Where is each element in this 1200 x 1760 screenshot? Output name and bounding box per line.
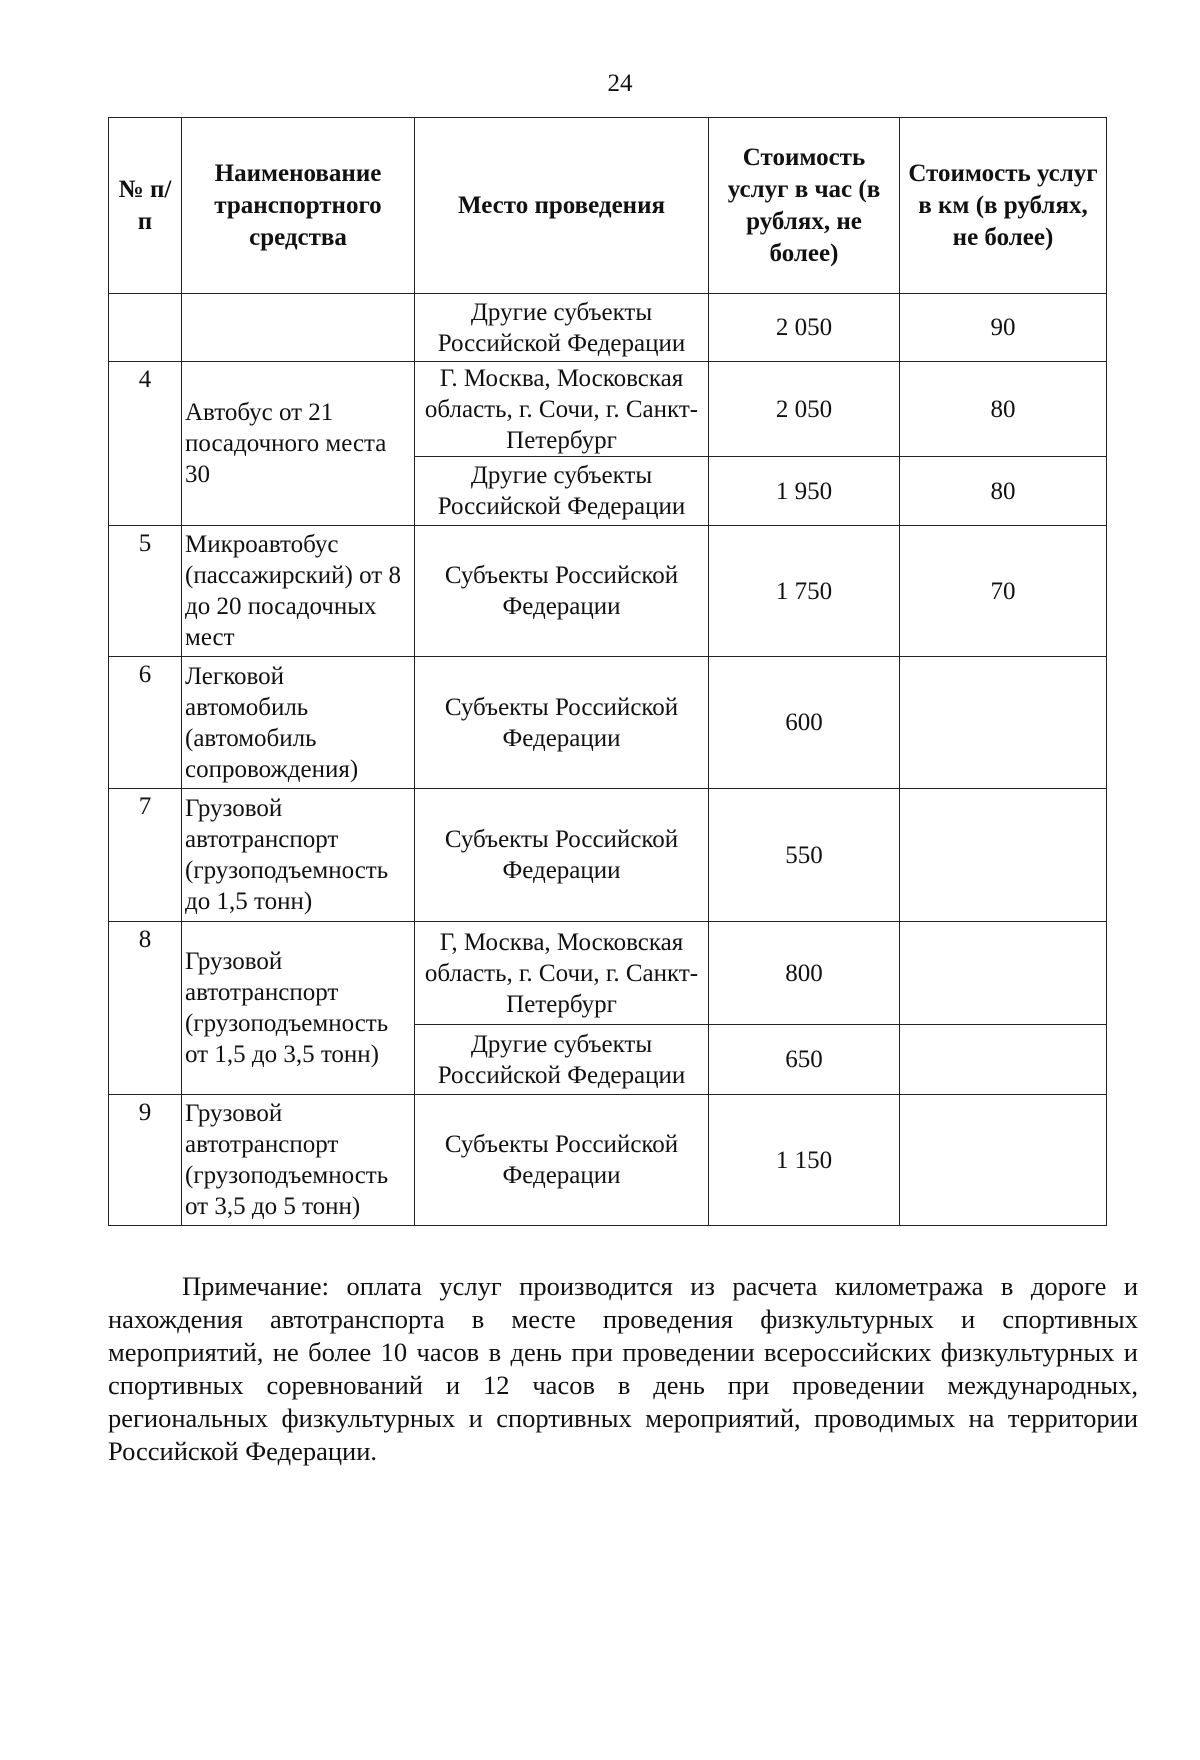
table-row xyxy=(109,362,1107,457)
cell-place: Субъекты Российской Федерации xyxy=(415,1095,709,1226)
table-row xyxy=(109,789,1107,922)
cell-place: Субъекты Российской Федерации xyxy=(415,657,709,789)
table-row xyxy=(109,657,1107,789)
cell-cost-per-km: 80 xyxy=(900,457,1107,526)
cell-place: Субъекты Российской Федерации xyxy=(415,789,709,922)
cell-cost-per-hour: 550 xyxy=(709,789,900,922)
cell-cost-per-km xyxy=(900,789,1107,922)
cell-place: Г. Москва, Московская область, г. Сочи, г. Санкт-Петербург xyxy=(415,362,709,457)
header-cost-per-km: Стоимость услуг в км (в рублях, не более) xyxy=(900,118,1107,294)
table-row xyxy=(109,526,1107,657)
page-number: 24 xyxy=(607,70,633,97)
cell-cost-per-hour: 1 150 xyxy=(709,1095,900,1226)
cell-cost-per-hour: 2 050 xyxy=(709,362,900,457)
cell-vehicle-name: Грузовой автотранспорт (грузоподъемность от 1,5 до 3,5 тонн) xyxy=(182,922,415,1095)
cell-vehicle-name: Микроавтобус (пассажирский) от 8 до 20 посадочных мест xyxy=(182,526,415,657)
cell-cost-per-km xyxy=(900,1025,1107,1095)
cell-vehicle-name: Легковой автомобиль (автомобиль сопровождения) xyxy=(182,657,415,789)
table-row xyxy=(109,922,1107,1025)
cell-number: 8 xyxy=(109,922,182,1095)
cell-cost-per-km: 90 xyxy=(900,294,1107,362)
header-place: Место проведения xyxy=(415,118,709,294)
cell-cost-per-hour: 2 050 xyxy=(709,294,900,362)
table-row xyxy=(109,1095,1107,1226)
cell-place: Другие субъекты Российской Федерации xyxy=(415,457,709,526)
cell-place: Г, Москва, Московская область, г. Сочи, г. Санкт-Петербург xyxy=(415,922,709,1025)
cell-number: 4 xyxy=(109,362,182,526)
cell-number xyxy=(109,294,182,362)
cell-cost-per-km xyxy=(900,922,1107,1025)
cell-place: Другие субъекты Российской Федерации xyxy=(415,1025,709,1095)
note-paragraph: Примечание: оплата услуг производится из расчета километража в дороге и нахождения автотранспорта в месте проведения физкультурных и спортивных мероприятий, не более 10 часов в день при проведении всероссийских физкультурных и спортивных соревнований и 12 часов в день при проведении международных, региональных физкультурных и спортивных мероприятий, проводимых на территории Российской Федерации. xyxy=(108,1271,1138,1466)
cell-number: 6 xyxy=(109,657,182,789)
cell-number: 9 xyxy=(109,1095,182,1226)
table-row-continuation xyxy=(109,294,1107,362)
cell-cost-per-km xyxy=(900,1095,1107,1226)
header-number: № п/п xyxy=(109,118,182,294)
cell-cost-per-hour: 1 950 xyxy=(709,457,900,526)
services-cost-table xyxy=(108,117,1107,1226)
cell-vehicle-name: Автобус от 21 посадочного места 30 xyxy=(182,362,415,526)
cell-vehicle-name: Грузовой автотранспорт (грузоподъемность от 3,5 до 5 тонн) xyxy=(182,1095,415,1226)
cell-vehicle-name xyxy=(182,294,415,362)
cell-cost-per-hour: 650 xyxy=(709,1025,900,1095)
header-cost-per-hour: Стоимость услуг в час (в рублях, не более) xyxy=(709,118,900,294)
cell-vehicle-name: Грузовой автотранспорт (грузоподъемность до 1,5 тонн) xyxy=(182,789,415,922)
table-header-row xyxy=(109,118,1107,294)
header-vehicle-name: Наименование транспортного средства xyxy=(182,118,415,294)
cell-cost-per-hour: 1 750 xyxy=(709,526,900,657)
cell-cost-per-km: 70 xyxy=(900,526,1107,657)
cell-cost-per-km: 80 xyxy=(900,362,1107,457)
cell-place: Субъекты Российской Федерации xyxy=(415,526,709,657)
cell-number: 7 xyxy=(109,789,182,922)
cell-cost-per-hour: 600 xyxy=(709,657,900,789)
cell-place: Другие субъекты Российской Федерации xyxy=(415,294,709,362)
cell-cost-per-km xyxy=(900,657,1107,789)
cell-number: 5 xyxy=(109,526,182,657)
cell-cost-per-hour: 800 xyxy=(709,922,900,1025)
